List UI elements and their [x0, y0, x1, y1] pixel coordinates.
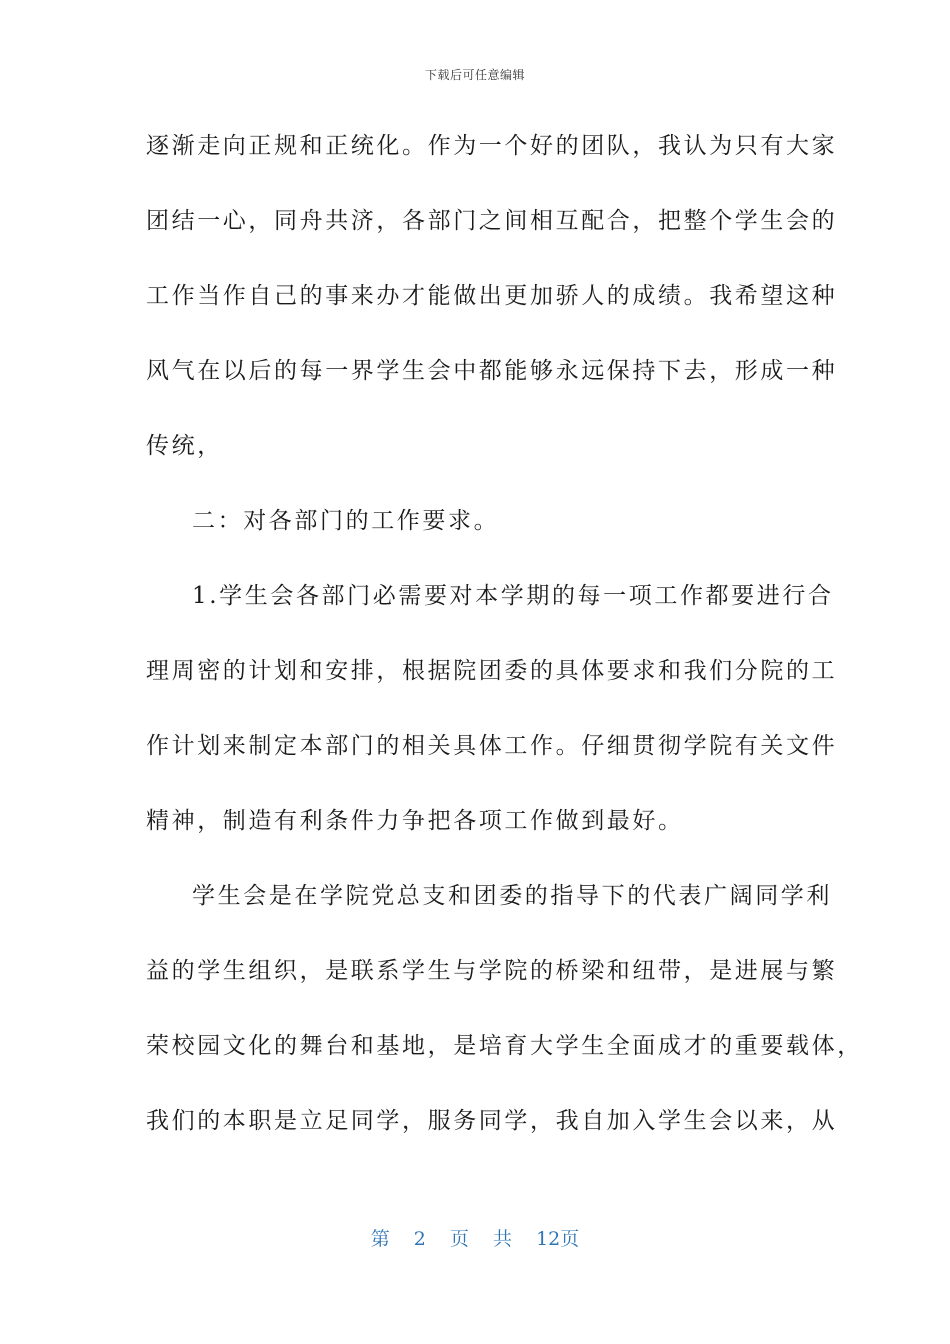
body-line: 作计划来制定本部门的相关具体工作。仔细贯彻学院有关文件 — [146, 733, 838, 759]
footer-gong: 共 — [493, 1228, 513, 1250]
body-line: 逐渐走向正规和正统化。作为一个好的团队，我认为只有大家 — [146, 133, 838, 159]
document-body — [146, 118, 863, 1168]
footer-total-pages: 12页 — [536, 1228, 580, 1250]
body-line: 荣校园文化的舞台和基地，是培育大学生全面成才的重要载体， — [146, 1033, 863, 1059]
page-footer — [0, 1224, 950, 1251]
footer-di: 第 — [370, 1228, 390, 1250]
body-line: 精神，制造有利条件力争把各项工作做到最好。 — [146, 808, 684, 834]
footer-ye: 页 — [449, 1228, 469, 1250]
body-line: 1.学生会各部门必需要对本学期的每一项工作都要进行合 — [192, 583, 834, 609]
body-line: 传统， — [146, 433, 223, 459]
footer-current-page: 2 — [413, 1228, 426, 1250]
body-line: 我们的本职是立足同学，服务同学，我自加入学生会以来，从 — [146, 1108, 838, 1134]
body-line: 理周密的计划和安排，根据院团委的具体要求和我们分院的工 — [146, 658, 838, 684]
body-line: 学生会是在学院党总支和团委的指导下的代表广阔同学利 — [192, 883, 832, 909]
body-line: 工作当作自己的事来办才能做出更加骄人的成绩。我希望这种 — [146, 283, 838, 309]
body-line: 益的学生组织，是联系学生与学院的桥梁和纽带，是进展与繁 — [146, 958, 838, 984]
page-header-note: 下载后可任意编辑 — [424, 68, 525, 82]
body-line: 风气在以后的每一界学生会中都能够永远保持下去，形成一种 — [146, 358, 838, 384]
body-line: 团结一心，同舟共济，各部门之间相互配合，把整个学生会的 — [146, 208, 838, 234]
section-heading: 二：对各部门的工作要求。 — [192, 508, 500, 534]
